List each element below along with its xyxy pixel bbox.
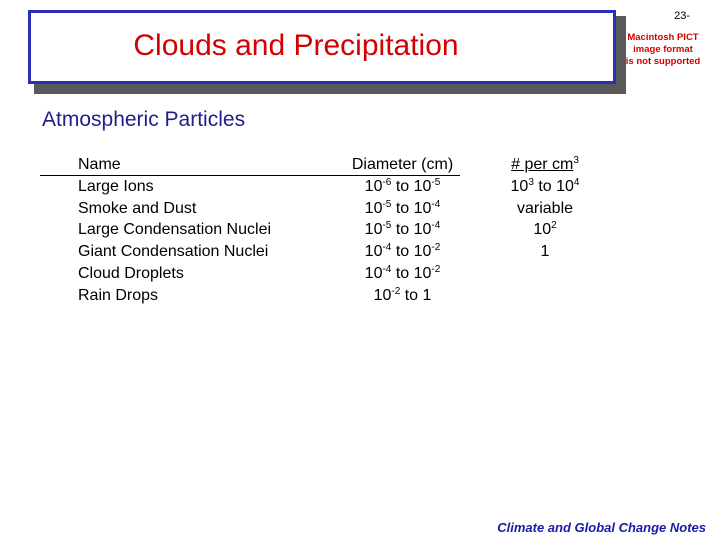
name-cell: Large Ions	[78, 177, 154, 195]
diameter-cell: $10^{-5}$ to $10^{-4}$	[364, 198, 441, 217]
slide-title: Clouds and Precipitation	[133, 29, 459, 62]
count-cell: $10^3$ to $10^4$	[510, 176, 580, 195]
page-number: 23-	[674, 10, 690, 22]
name-cell: Giant Condensation Nuclei	[78, 243, 269, 261]
count-header: # per $cm^3$	[511, 155, 579, 173]
count-cell: $10^2$	[533, 220, 557, 239]
diameter-cell: $10^{-4}$ to $10^{-2}$	[364, 242, 441, 261]
diameter-column	[330, 154, 475, 307]
diameter-cell: $10^{-5}$ to $10^{-4}$	[364, 220, 441, 239]
title-frame	[28, 10, 616, 84]
name-cell: Cloud Droplets	[78, 264, 184, 282]
diameter-cell: $10^{-6}$ to $10^{-5}$	[364, 176, 441, 195]
diameter-header: Diameter (cm)	[351, 156, 454, 173]
footer-notes: Climate and Global Change Notes	[497, 520, 706, 535]
name-cell: Rain Drops	[78, 286, 159, 304]
section-heading: Atmospheric Particles	[42, 108, 246, 131]
name-column	[78, 154, 271, 307]
count-cell: 1	[540, 243, 550, 261]
unsupported-image-placeholder: Macintosh PICT image format is not supported	[625, 32, 701, 67]
diameter-cell: $10^{-2}$ to 1	[373, 285, 432, 304]
name-cell: Large Condensation Nuclei	[78, 221, 272, 239]
count-column	[480, 154, 610, 263]
diameter-cell: $10^{-4}$ to $10^{-2}$	[364, 263, 441, 282]
count-cell: variable	[516, 199, 574, 217]
name-cell: Smoke and Dust	[78, 199, 197, 217]
name-header: Name	[78, 156, 121, 173]
